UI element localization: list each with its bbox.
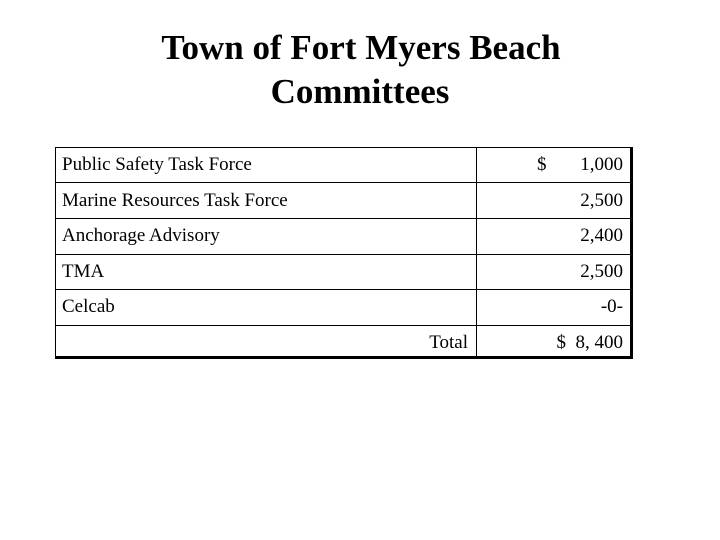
title-line-2: Committees — [270, 72, 450, 111]
currency-symbol: $ — [537, 154, 547, 175]
total-amount: $ 8, 400 — [556, 332, 623, 353]
title-line-1: Town of Fort Myers Beach — [161, 28, 561, 67]
row-separator — [56, 254, 630, 255]
page-title — [0, 26, 720, 114]
table-row-label: Celcab — [62, 296, 115, 317]
row-separator — [56, 325, 630, 326]
row-separator — [56, 182, 630, 183]
table-row-amount: 2,400 — [580, 225, 623, 246]
table-row-amount: -0- — [600, 296, 623, 317]
row-separator — [56, 289, 630, 290]
committees-table — [55, 147, 633, 359]
table-row-amount: 1,000 — [580, 154, 623, 175]
row-separator — [56, 218, 630, 219]
table-row-amount: 2,500 — [580, 190, 623, 211]
table-row-label: TMA — [62, 261, 105, 282]
table-row-amount: 2,500 — [580, 261, 623, 282]
total-label: Total — [429, 332, 468, 353]
table-row-label: Marine Resources Task Force — [62, 190, 288, 211]
table-row-label: Public Safety Task Force — [62, 154, 252, 175]
table-row-label: Anchorage Advisory — [62, 225, 220, 246]
